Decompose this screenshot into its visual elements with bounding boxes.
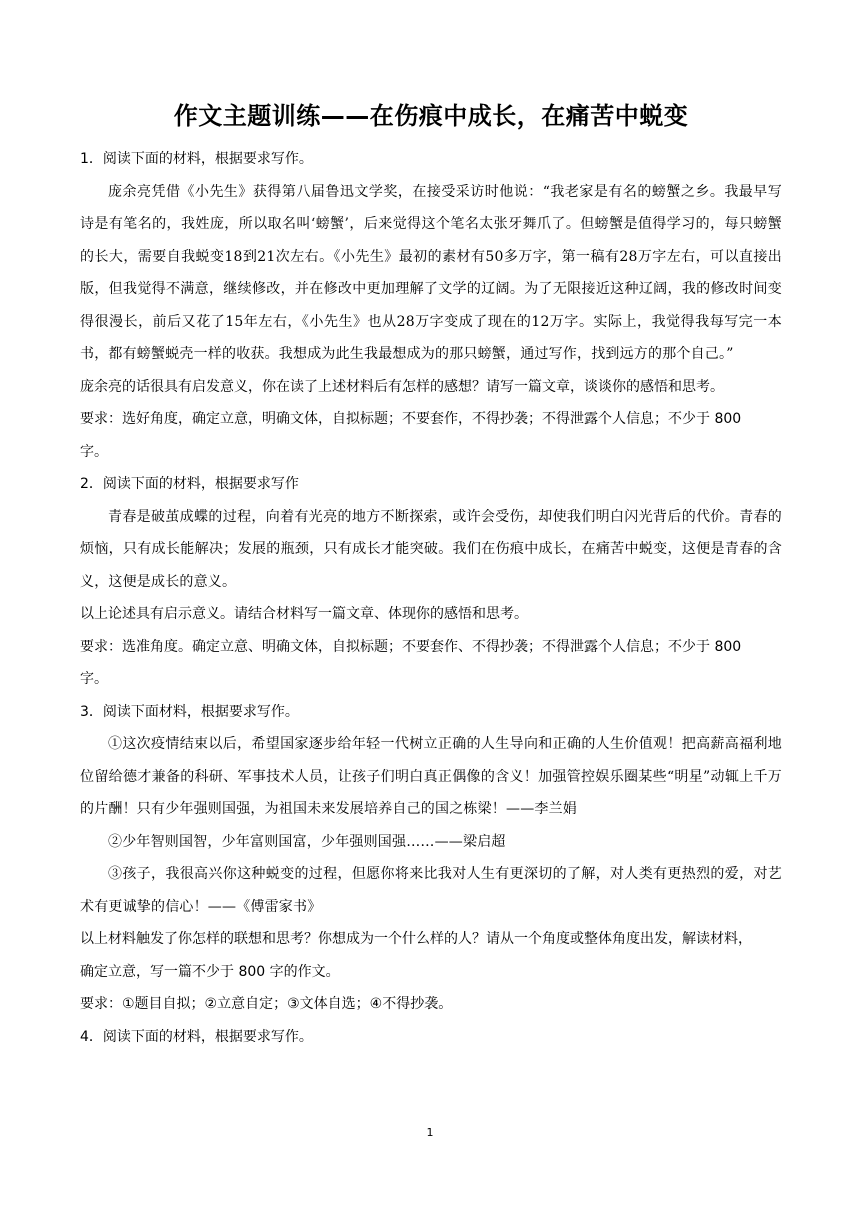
page-number: 1: [426, 1126, 434, 1139]
material-paragraph-2: ②少年智则国智，少年富则国富，少年强则国强……——梁启超: [108, 833, 506, 850]
writing-prompt: 以上材料触发了你怎样的联想和思考？你想成为一个什么样的人？请从一个角度或整体角度出发，解读材料，: [80, 931, 752, 947]
document-title: 作文主题训练——在伤痕中成长，在痛苦中蜕变: [173, 102, 689, 130]
question-heading: 1．阅读下面的材料，根据要求写作。: [80, 151, 313, 167]
material-paragraph: 庞余亮凭借《小先生》获得第八届鲁迅文学奖，在接受采访时他说：“我老家是有名的螃蟹之乡。我最早写诗是有笔名的，我姓庞，所以取名叫‘螃蟹’，后来觉得这个笔名太张牙舞爪了。但螃蟹是值得学习的，每只螃蟹的长大，需要自我蜕变18到21次左右。《小先生》最初的素材有50多万字，第一稿有28万字左右，可以直接出版，但我觉得不满意，继续修改，并在修改中更加理解了文学的辽阔。为了无限接近这种辽阔，我的修改时间变得很漫长，前后又花了15年左右，《小先生》也从28万字变成了现在的12万字。实际上，我觉得我每写完一本书，都有螃蟹蜕壳一样的收获。我想成为此生我最想成为的那只螃蟹，通过写作，找到远方的那个自己。”: [80, 183, 782, 362]
question-heading: 2．阅读下面的材料，根据要求写作: [80, 476, 299, 492]
writing-requirement: 要求：选好角度，确定立意，明确文体，自拟标题；不要套作，不得抄袭；不得泄露个人信息；不少于 800: [80, 411, 742, 427]
question-4: [80, 1021, 782, 1054]
writing-prompt: 以上论述具有启示意义。请结合材料写一篇文章、体现你的感悟和思考。: [80, 606, 528, 622]
material-paragraph-3: ③孩子，我很高兴你这种蜕变的过程，但愿你将来比我对人生有更深切的了解，对人类有更热烈的爱，对艺术有更诚挚的信心！——《傅雷家书》: [80, 866, 782, 915]
question-1: [80, 143, 782, 468]
writing-requirement: 要求：①题目自拟；②立意自定；③文体自选；④不得抄袭。: [80, 996, 453, 1012]
material-paragraph-1: ①这次疫情结束以后，希望国家逐步给年轻一代树立正确的人生导向和正确的人生价值观！把高薪高福利地位留给德才兼备的科研、军事技术人员，让孩子们明白真正偶像的含义！加强管控娱乐圈某些“明星”动辄上千万的片酬！只有少年强则国强，为祖国未来发展培养自己的国之栋梁！——李兰娟: [80, 736, 782, 817]
writing-requirement-continued: 字。: [80, 443, 108, 460]
material-paragraph: 青春是破茧成蝶的过程，向着有光亮的地方不断探索，或许会受伤，却使我们明白闪光背后的代价。青春的烦恼，只有成长能解决；发展的瓶颈，只有成长才能突破。我们在伤痕中成长，在痛苦中蜕变，这便是青春的含义，这便是成长的意义。: [80, 508, 782, 590]
writing-prompt: 庞余亮的话很具有启发意义，你在读了上述材料后有怎样的感想？请写一篇文章，谈谈你的感悟和思考。: [80, 378, 724, 395]
writing-prompt-continued: 确定立意，写一篇不少于 800 字的作文。: [80, 963, 340, 980]
question-3: [80, 696, 782, 1021]
question-heading: 4．阅读下面的材料，根据要求写作。: [80, 1028, 313, 1045]
question-heading: 3．阅读下面材料，根据要求写作。: [80, 703, 299, 720]
question-2: [80, 468, 782, 696]
writing-requirement: 要求：选准角度。确定立意、明确文体，自拟标题；不要套作、不得抄袭；不得泄露个人信息；不少于 800: [80, 638, 742, 655]
writing-requirement-continued: 字。: [80, 671, 108, 687]
